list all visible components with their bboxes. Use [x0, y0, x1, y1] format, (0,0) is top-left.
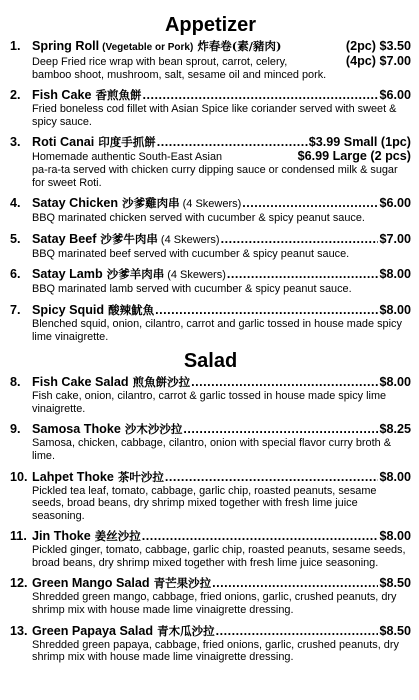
- item-name: Samosa Thoke: [32, 422, 121, 437]
- menu-item-samosa-thoke: [10, 422, 411, 462]
- item-chinese-name: 沙爹雞肉串: [122, 196, 180, 211]
- item-price: $8.00: [379, 529, 411, 544]
- item-header: [10, 135, 411, 150]
- menu-item-spring-roll: [10, 39, 411, 81]
- item-header: [10, 576, 411, 591]
- menu-item-green-papaya-salad: [10, 624, 411, 664]
- item-chinese-name: 青木瓜沙拉: [157, 623, 215, 638]
- item-chinese-name: 酸辣魷魚: [108, 302, 155, 317]
- menu-item-satay-chicken: [10, 196, 411, 225]
- item-description: [10, 150, 411, 189]
- item-price: $7.00: [379, 231, 411, 246]
- section-title-appetizer: Appetizer: [164, 14, 257, 36]
- item-name: Roti Canai: [32, 135, 95, 150]
- item-name: Lahpet Thoke: [32, 469, 114, 484]
- item-price: $3.99 Small (1pc): [308, 135, 411, 150]
- item-header: [10, 196, 411, 212]
- item-description: [10, 55, 411, 81]
- item-name: Fish Cake: [32, 88, 92, 103]
- item-number: 3.: [10, 135, 21, 150]
- item-header: [10, 88, 411, 103]
- section-title-salad: Salad: [183, 350, 238, 373]
- item-header: [10, 267, 411, 283]
- item-price: $8.25: [379, 422, 411, 437]
- description-line: Deep Fried rice wrap with bean sprout, carrot, celery,: [32, 56, 288, 68]
- item-price-large: (4pc) $7.00: [345, 54, 411, 68]
- item-number: 12.: [10, 576, 28, 591]
- item-number: 2.: [10, 88, 21, 103]
- menu-item-jin-thoke: [10, 529, 411, 569]
- item-header: [10, 624, 411, 639]
- item-number: 8.: [10, 375, 21, 390]
- item-chinese-name: 沙爹牛肉串: [100, 231, 158, 246]
- item-description: BBQ marinated beef served with cucumber & spicy peanut sauce.: [32, 247, 350, 260]
- item-chinese-name: 印度手抓餅: [98, 135, 156, 150]
- item-note: (Vegetable or Pork): [102, 42, 194, 53]
- item-price: $8.50: [379, 623, 411, 638]
- item-chinese-name: 茶叶沙拉: [117, 469, 164, 484]
- item-header: [10, 232, 411, 248]
- item-name: Green Papaya Salad: [32, 623, 154, 638]
- description-line: Homemade authentic South-East Asian: [32, 151, 223, 164]
- item-description: Shredded green mango, cabbage, fried onions, garlic, crushed peanuts, dry shrimp mix with house made lime vinaigrette dressing.: [32, 591, 397, 617]
- item-chinese-name: 沙木沙沙拉: [124, 422, 183, 437]
- leader-dots: [142, 529, 379, 544]
- item-description: Shredded green papaya, cabbage, fried onions, garlic, crushed peanuts, dry shrimp mix with house made lime vinaigrette dressing.: [32, 638, 399, 664]
- item-price: $8.00: [379, 302, 411, 317]
- item-chinese-name: 炸春卷(素/豬肉): [197, 39, 282, 53]
- item-name: Spring Roll: [32, 39, 100, 53]
- item-description: Pickled tea leaf, tomato, cabbage, garlic chip, roasted peanuts, sesame seeds, broad beans, dry shrimp mixed together with fresh lime juice seasoning.: [32, 484, 377, 522]
- leader-dots: [242, 196, 378, 211]
- item-chinese-name: 香煎魚餅: [95, 88, 142, 103]
- item-name: Satay Beef: [32, 231, 97, 246]
- leader-dots: [216, 624, 379, 639]
- menu-item-fish-cake-salad: [10, 375, 411, 415]
- item-header: [10, 303, 411, 318]
- item-header: [10, 422, 411, 437]
- item-name: Fish Cake Salad: [32, 375, 129, 390]
- description-line: bamboo shoot, mushroom, salt, sesame oil and minced pork.: [32, 68, 327, 81]
- item-description: Samosa, chicken, cabbage, cilantro, onion with special flavor curry broth & lime.: [32, 437, 391, 462]
- item-price: $6.00: [379, 88, 411, 103]
- menu-item-satay-lamb: [10, 267, 411, 296]
- menu-item-green-mango-salad: [10, 576, 411, 616]
- leader-dots: [191, 375, 378, 390]
- item-header: [10, 529, 411, 544]
- item-note: (4 Skewers): [167, 269, 226, 282]
- item-name: Spicy Squid: [32, 302, 105, 317]
- leader-dots: [143, 88, 379, 103]
- item-description: Fish cake, onion, cilantro, carrot & garlic tossed in house made spicy lime vinaigrette.: [32, 390, 387, 415]
- item-description: BBQ marinated lamb served with cucumber & spicy peanut sauce.: [32, 283, 352, 296]
- item-price-large: $6.99 Large (2 pcs): [297, 149, 411, 164]
- item-number: 9.: [10, 422, 21, 437]
- leader-dots: [221, 232, 379, 247]
- item-name: Satay Chicken: [32, 196, 119, 211]
- item-number: 5.: [10, 231, 21, 246]
- item-price: $8.00: [379, 469, 411, 484]
- item-price: $6.00: [379, 196, 411, 211]
- item-description: Fried boneless cod fillet with Asian Spice like coriander served with sweet & spicy sauce.: [32, 103, 397, 128]
- leader-dots: [157, 135, 308, 150]
- description-line: pa-ra-ta served with chicken curry dipping sauce or condensed milk & sugar for sweet Roti.: [32, 163, 398, 189]
- item-name: Green Mango Salad: [32, 576, 150, 591]
- leader-dots: [212, 576, 378, 591]
- menu-item-fish-cake: [10, 88, 411, 128]
- item-note: (4 Skewers): [182, 198, 242, 211]
- item-number: 1.: [10, 39, 21, 53]
- item-number: 13.: [10, 623, 28, 638]
- menu-item-lahpet-thoke: [10, 470, 411, 523]
- leader-dots: [155, 303, 378, 318]
- item-price: $8.00: [379, 267, 411, 282]
- item-name: Satay Lamb: [32, 267, 103, 282]
- item-description: Pickled ginger, tomato, cabbage, garlic chip, roasted peanuts, sesame seeds, broad beans, dry shrimp mixed together with fresh lime juice seasoning.: [32, 544, 406, 569]
- item-number: 6.: [10, 267, 21, 282]
- item-description: BBQ marinated chicken served with cucumber & spicy peanut sauce.: [32, 212, 365, 225]
- item-note: (4 Skewers): [160, 233, 220, 246]
- item-price: $8.00: [379, 375, 411, 390]
- menu-item-satay-beef: [10, 232, 411, 261]
- leader-dots: [165, 470, 379, 485]
- menu-item-spicy-squid: [10, 303, 411, 343]
- menu-item-roti-canai: [10, 135, 411, 189]
- item-price: (2pc) $3.50: [345, 39, 411, 53]
- item-chinese-name: 青芒果沙拉: [153, 576, 212, 591]
- item-header: [10, 375, 411, 390]
- item-price: $8.50: [379, 576, 411, 591]
- item-number: 7.: [10, 302, 21, 317]
- item-chinese-name: 煎魚餅沙拉: [132, 375, 191, 390]
- leader-dots: [183, 422, 378, 437]
- item-number: 4.: [10, 196, 21, 211]
- item-header: [10, 470, 411, 485]
- item-description: Blenched squid, onion, cilantro, carrot and garlic tossed in house made spicy lime vinaigrette.: [32, 317, 402, 343]
- item-number: 10.: [10, 469, 28, 484]
- item-chinese-name: 姜丝沙拉: [94, 529, 141, 544]
- item-header: [10, 39, 411, 55]
- item-name: Jin Thoke: [32, 529, 91, 544]
- leader-dots: [227, 267, 379, 282]
- item-chinese-name: 沙爹羊肉串: [106, 267, 165, 282]
- item-number: 11.: [10, 529, 27, 544]
